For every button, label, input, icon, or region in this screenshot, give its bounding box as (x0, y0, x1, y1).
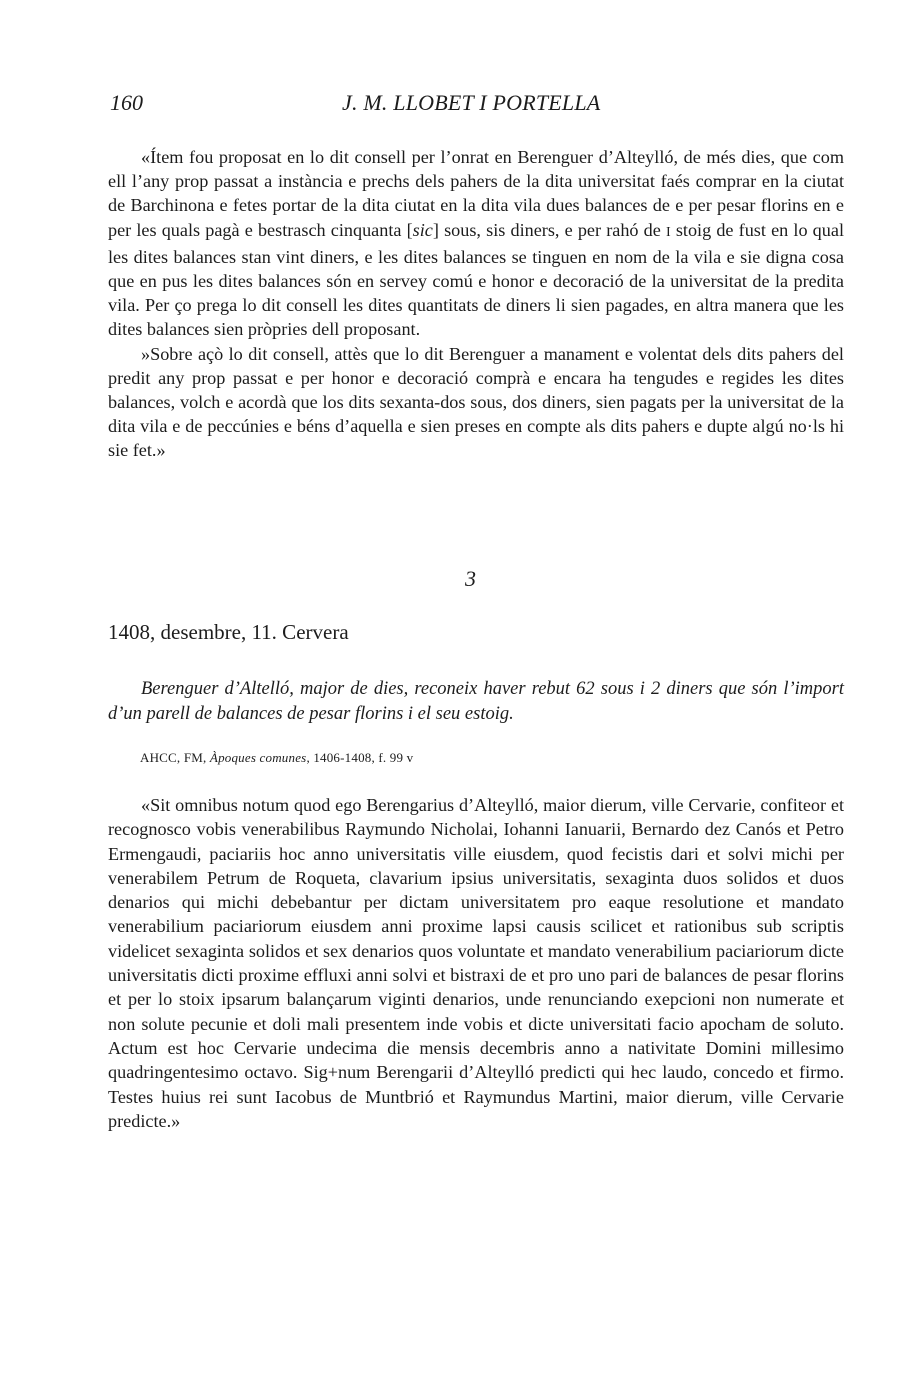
paragraph-part: «Ítem fou proposat en lo dit consell per l’onrat en Berenguer d’Alteylló, de més dies, que com ell l’any prop passat a instància e prechs dels pahers de la dita universitat faés comprar en la ciutat de Barchinona e fetes portar de la dita ciutat en la dita vila dues balances de e per pesar florins en e per les quals pagà e bestrasch cinquanta [ (108, 147, 844, 240)
running-header (110, 90, 845, 120)
document-regest: Berenguer d’Altelló, major de dies, reconeix haver rebut 62 sous i 2 diners que són l’import d’un parell de balances de pesar florins i el seu estoig. (108, 679, 844, 724)
source-prefix: AHCC, FM, (140, 750, 210, 765)
archival-source (140, 750, 413, 766)
page-number: 160 (110, 90, 143, 115)
catalan-text-block (108, 145, 844, 463)
paragraph-council-decision: »Sobre açò lo dit consell, attès que lo dit Berenguer a manament e volentat dels dits pahers del predit any prop passat e per honor e decoració comprà e encara ha tengudes e regides les dites balances, volch e acordà que los dits sexanta-dos sous, dos diners, sien pagats per la universitat de la dita vila e de peccúnies e béns d’aquella e sien preses en compte als dits pahers e dupte algú no·ls hi sie fet.» (108, 343, 844, 461)
sic-annotation: sic (412, 219, 433, 240)
roman-numeral: I (666, 224, 671, 240)
document-date: 1408, desembre, 11. Cervera (108, 620, 349, 644)
paragraph-item-proposal (108, 145, 844, 342)
paragraph-part: ] sous, sis diners, e per rahó de (432, 219, 666, 240)
source-suffix: , 1406-1408, f. 99 v (306, 750, 414, 765)
header-author: J. M. LLOBET I PORTELLA (342, 90, 601, 115)
document-number: 3 (465, 566, 476, 591)
source-title: Àpoques comunes (209, 750, 307, 765)
latin-text-block (108, 793, 844, 1133)
paragraph-part: stoig de fust en lo qual les dites balances stan vint diners, e les dites balances se tinguen en nom de la vila e sie digna cosa que en pus les dites balances són en servey comú e honor e decoració de la universitat de la predita vila. Per ço prega lo dit consell les dites quantitats de diners li sien pagades, en altra manera que les dites balances sien pròpries dell proposant. (108, 219, 844, 340)
paragraph-apocha: «Sit omnibus notum quod ego Berengarius d’Alteylló, maior dierum, ville Cervarie, confiteor et recognosco vobis venerabilibus Raymundo Nicholai, Iohanni Ianuarii, Bernardo dez Canós et Petro Ermengaudi, paciariis hoc anno universitatis ville eiusdem, quod fecistis dari et solvi michi per venerabilem Petrum de Roqueta, clavarium ipsius universitatis, sexaginta duos solidos et duos denarios qui michi debebantur per dictam universitatem pro eaque resolutione et mandato venerabilium paciariorum eiusdem anni proxime lapsi causis scilicet et rationibus sub scriptis videlicet sexaginta solidos et sex denarios quos voluntate et mandato venerabilium paciariorum dicte universitatis dicti proxime effluxi anni solvi et bistraxi de et pro uno pari de balances de pesar florins et per lo stoix ipsarum balançarum viginti denarios, unde renunciando exepcioni non numerate et non solute pecunie et doli mali presentem inde vobis et dicte universitati facio apocham de soluto. Actum est hoc Cervarie undecima die mensis decembris anno a nativitate Domini millesimo quadringentesimo octavo. Sig+num Berengarii d’Alteylló predicti qui hec laudo, concedo et firmo. Testes huius rei sunt Iacobus de Muntbrió et Raymundus Martini, maior dierum, ville Cervarie predicte.» (108, 795, 844, 1131)
